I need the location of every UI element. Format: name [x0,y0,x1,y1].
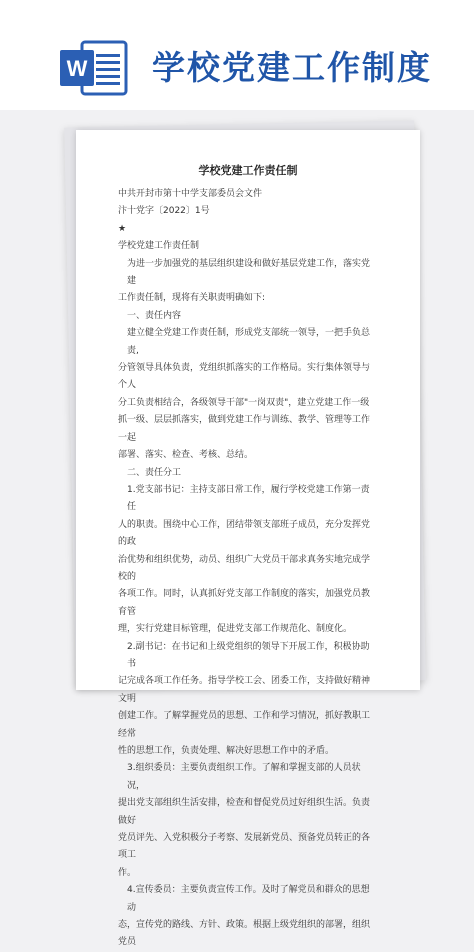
document-line: 中共开封市第十中学支部委员会文件 [118,189,263,199]
document-line: 2.副书记：在书记和上级党组织的领导下开展工作，积极协助书 [127,641,370,669]
logo-letter: W [66,56,88,81]
document-line: 1.党支部书记：主持支部日常工作，履行学校党建工作第一责任 [127,484,370,513]
document-line: 理，实行党建目标管理，促进党支部工作规范化、制度化。 [118,624,353,635]
document-line: 分工负责相结合，各级领导干部"一岗双责"，建立党建工作一级 [118,397,370,408]
document-page [76,130,420,948]
document-line: 治优势和组织优势，动员、组织广大党员干部求真务实地完成学校的 [118,554,371,582]
word-icon [58,40,128,96]
document-line: 二、责任分工 [127,467,182,478]
document-line: 部署、落实、检查、考核、总结。 [118,450,254,461]
document-line: 党员评先、入党积极分子考察、发展新党员、预备党员转正的各项工 [118,833,371,861]
header-banner [0,0,474,110]
document-line: 3.组织委员：主要负责组织工作。了解和掌握支部的人员状况， [127,763,361,791]
document-line: 汴十党字〔2022〕1号 [118,206,210,217]
document-line: 一、责任内容 [127,310,182,321]
document-line: 为进一步加强党的基层组织建设和做好基层党建工作，落实党建 [127,258,371,287]
document-line: 人的职责。围绕中心工作，团结带领支部班子成员，充分发挥党的政 [118,519,371,548]
document-line: 提出党支部组织生活安排，检查和督促党员过好组织生活。负责做好 [118,798,371,826]
document-line: 记完成各项工作任务。指导学校工会、团委工作，支持做好精神文明 [118,676,371,704]
document-line: 各项工作。同时，认真抓好党支部工作制度的落实，加强党员教育管 [118,589,371,617]
document-line: 作。 [118,867,137,878]
document-line: 建立健全党建工作责任制，形成党支部统一领导，一把手负总责, [127,328,371,356]
document-line: 工作责任制，现将有关职责明确如下: [118,293,266,304]
document-line: 分管领导具体负责，党组织抓落实的工作格局。实行集体领导与个人 [118,363,371,391]
document-line: ★ [118,223,127,234]
page-title: 学校党建工作制度 [152,48,432,87]
document-line: 4.宣传委员：主要负责宣传工作。及时了解党员和群众的思想动 [127,885,370,913]
document-title: 学校党建工作责任制 [198,164,298,177]
document-line: 性的思想工作，负责处理、解决好思想工作中的矛盾。 [118,746,335,756]
document-line: 创建工作。了解掌握党员的思想、工作和学习情况，抓好教职工经常 [118,711,371,739]
document-line: 学校党建工作责任制 [118,241,200,252]
document-line: 态，宣传党的路线、方针、政策。根据上级党组织的部署，组织党员 [118,920,371,948]
document-body [118,186,376,952]
document-line: 抓一级、层层抓落实，做到党建工作与训练、教学、管理等工作一起 [118,415,371,443]
